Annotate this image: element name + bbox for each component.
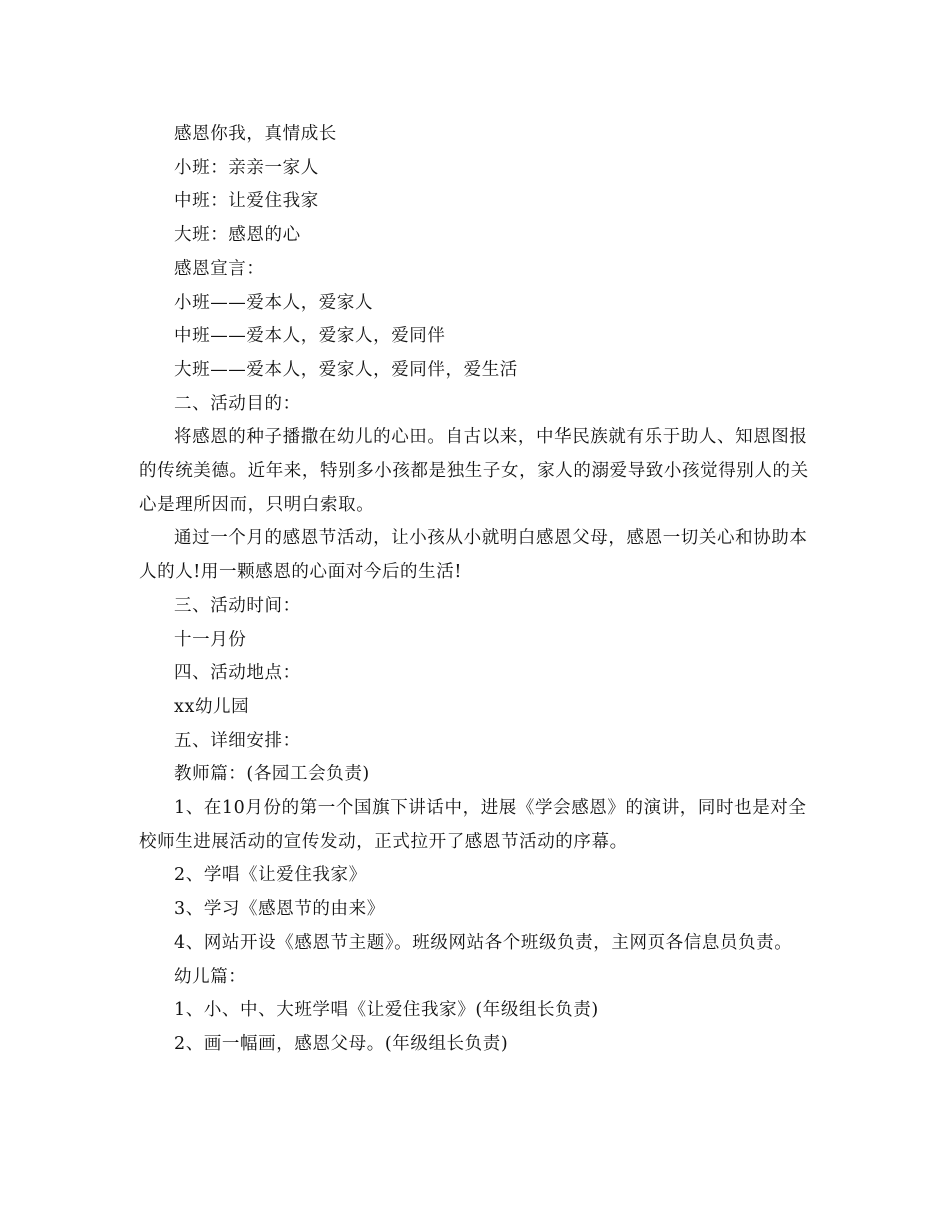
- section-heading-time: 三、活动时间：: [174, 595, 301, 616]
- paragraph-middle-class: 中班：让爱住我家: [174, 191, 319, 212]
- section-heading-purpose: 二、活动目的：: [174, 393, 301, 414]
- paragraph-teacher-2: 2、学唱《让爱住我家》: [174, 865, 367, 886]
- paragraph-big-class: 大班：感恩的心: [174, 225, 301, 246]
- paragraph-time: 十一月份: [174, 629, 247, 650]
- paragraph-teacher-3: 3、学习《感恩节的由来》: [174, 899, 385, 920]
- paragraph-children-heading: 幼儿篇：: [174, 966, 247, 987]
- section-heading-arrangement: 五、详细安排：: [174, 730, 301, 751]
- paragraph-teacher-4: 4、网站开设《感恩节主题》。班级网站各个班级负责，主网页各信息员负责。: [174, 932, 793, 953]
- paragraph-declaration-middle: 中班——爱本人，爱家人，爱同伴: [174, 326, 446, 347]
- paragraph-location: xx幼儿园: [174, 696, 250, 717]
- paragraph-purpose-2: 通过一个月的感恩节活动，让小孩从小就明白感恩父母，感恩一切关心和协助本人的人!用一颗感恩的心面对今后的生活!: [139, 528, 808, 583]
- paragraph-teacher-1: 1、在10月份的第一个国旗下讲话中，进展《学会感恩》的演讲，同时也是对全校师生进展活动的宣传发动，正式拉开了感恩节活动的序幕。: [139, 798, 807, 852]
- section-heading-location: 四、活动地点：: [174, 663, 301, 684]
- paragraph-children-1: 1、小、中、大班学唱《让爱住我家》(年级组长负责): [174, 1000, 599, 1021]
- paragraph-declaration-big: 大班——爱本人，爱家人，爱同伴，爱生活: [174, 359, 518, 380]
- paragraph-declaration-small: 小班——爱本人，爱家人: [174, 292, 374, 313]
- document-body: [139, 118, 815, 1062]
- paragraph-teacher-heading: 教师篇：(各园工会负责): [174, 764, 370, 785]
- paragraph-theme: 感恩你我，真情成长: [174, 124, 337, 144]
- paragraph-children-2: 2、画一幅画，感恩父母。(年级组长负责): [174, 1033, 509, 1054]
- paragraph-declaration-heading: 感恩宣言：: [174, 258, 265, 279]
- paragraph-purpose-1: 将感恩的种子播撒在幼儿的心田。自古以来，中华民族就有乐于助人、知恩图报的传统美德。近年来，特别多小孩都是独生子女，家人的溺爱导致小孩觉得别人的关心是理所因而，只明白索取。: [139, 427, 809, 515]
- paragraph-small-class: 小班：亲亲一家人: [174, 157, 319, 178]
